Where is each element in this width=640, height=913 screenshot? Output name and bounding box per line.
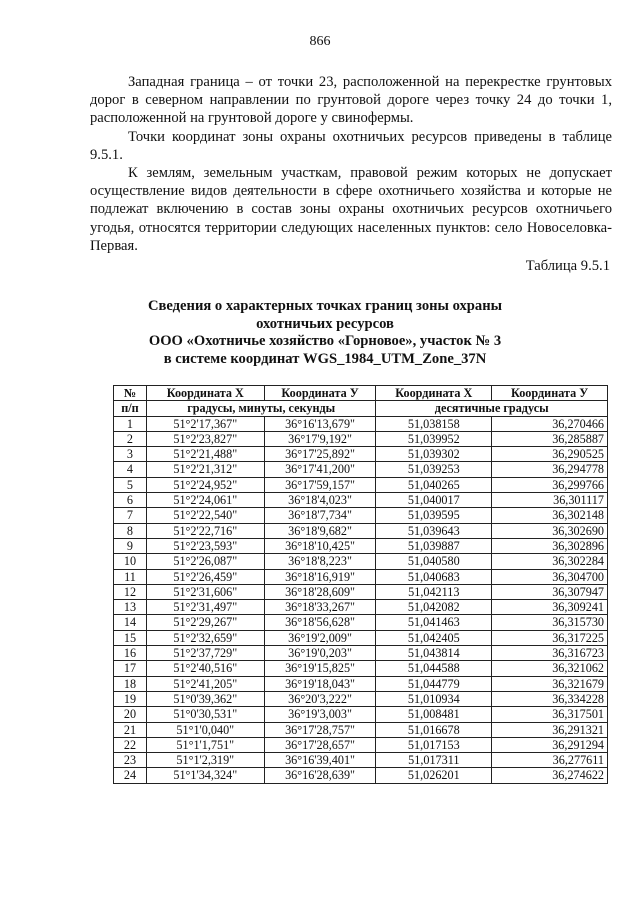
cell-coord-y-dms: 36°19'2,009" (264, 630, 376, 645)
cell-coord-y-decimal: 36,274622 (492, 768, 608, 783)
cell-coord-x-decimal: 51,016678 (376, 722, 492, 737)
cell-coord-y-decimal: 36,315730 (492, 615, 608, 630)
cell-coord-y-decimal: 36,294778 (492, 462, 608, 477)
cell-coord-x-decimal: 51,039595 (376, 508, 492, 523)
cell-coord-x-decimal: 51,008481 (376, 707, 492, 722)
cell-number: 21 (114, 722, 147, 737)
table-row (114, 416, 608, 431)
header-coord-x-dms: Координата X (146, 386, 264, 401)
cell-coord-x-decimal: 51,041463 (376, 615, 492, 630)
cell-number: 9 (114, 538, 147, 553)
cell-coord-y-dms: 36°18'33,267" (264, 600, 376, 615)
cell-coord-y-dms: 36°17'9,192" (264, 431, 376, 446)
cell-coord-x-decimal: 51,042405 (376, 630, 492, 645)
cell-number: 15 (114, 630, 147, 645)
cell-coord-x-decimal: 51,010934 (376, 691, 492, 706)
header-coord-x-decimal: Координата X (376, 386, 492, 401)
title-line-3: ООО «Охотничье хозяйство «Горновое», участок № 3 (148, 333, 502, 349)
cell-coord-y-dms: 36°19'0,203" (264, 646, 376, 661)
cell-coord-x-decimal: 51,042113 (376, 584, 492, 599)
cell-coord-x-decimal: 51,040265 (376, 477, 492, 492)
cell-number: 2 (114, 431, 147, 446)
cell-number: 12 (114, 584, 147, 599)
table-label: Таблица 9.5.1 (525, 258, 610, 274)
cell-number: 14 (114, 615, 147, 630)
cell-coord-x-dms: 51°2'21,312" (146, 462, 264, 477)
cell-coord-x-decimal: 51,039302 (376, 447, 492, 462)
table-row (114, 600, 608, 615)
cell-coord-y-dms: 36°17'28,757" (264, 722, 376, 737)
cell-number: 11 (114, 569, 147, 584)
cell-coord-x-dms: 51°2'22,540" (146, 508, 264, 523)
cell-coord-x-dms: 51°0'39,362" (146, 691, 264, 706)
table-row (114, 615, 608, 630)
cell-number: 23 (114, 753, 147, 768)
cell-coord-y-dms: 36°17'28,657" (264, 737, 376, 752)
title-line-2: охотничьих ресурсов (256, 315, 394, 332)
cell-coord-y-dms: 36°19'15,825" (264, 661, 376, 676)
cell-coord-x-dms: 51°2'23,593" (146, 538, 264, 553)
cell-coord-y-dms: 36°16'28,639" (264, 768, 376, 783)
cell-coord-y-decimal: 36,321679 (492, 676, 608, 691)
subheader-pp: п/п (114, 401, 147, 416)
cell-coord-y-decimal: 36,321062 (492, 661, 608, 676)
cell-coord-y-decimal: 36,302896 (492, 538, 608, 553)
cell-number: 1 (114, 416, 147, 431)
cell-coord-x-dms: 51°2'37,729" (146, 646, 264, 661)
page-number: 866 (309, 34, 331, 49)
cell-coord-x-dms: 51°2'26,459" (146, 569, 264, 584)
table-row (114, 493, 608, 508)
coordinates-table (113, 385, 608, 784)
subheader-decimal-units: десятичные градусы (376, 401, 608, 416)
cell-number: 20 (114, 707, 147, 722)
cell-coord-y-decimal: 36,309241 (492, 600, 608, 615)
table-row (114, 477, 608, 492)
cell-coord-x-decimal: 51,038158 (376, 416, 492, 431)
cell-number: 13 (114, 600, 147, 615)
cell-coord-y-dms: 36°16'13,679" (264, 416, 376, 431)
cell-coord-x-dms: 51°1'34,324" (146, 768, 264, 783)
cell-coord-y-dms: 36°18'9,682" (264, 523, 376, 538)
cell-coord-x-dms: 51°2'31,497" (146, 600, 264, 615)
cell-coord-x-dms: 51°2'17,367" (146, 416, 264, 431)
table-header-row (114, 386, 608, 401)
table-row (114, 554, 608, 569)
table-row (114, 447, 608, 462)
cell-number: 22 (114, 737, 147, 752)
table-row (114, 630, 608, 645)
cell-number: 8 (114, 523, 147, 538)
paragraph-restricted-lands: К землям, земельным участкам, правовой режим которых не допускает осуществление видов деятельности в сфере охотничьего хозяйства и которые не подлежат включению в состав зоны охраны охотничьих ресурсов охотничьего угодья, относятся территории следующих населенных пунктов: село Новоселовка-Первая. (90, 165, 612, 254)
cell-coord-x-dms: 51°2'32,659" (146, 630, 264, 645)
header-number: № (114, 386, 147, 401)
cell-coord-x-decimal: 51,026201 (376, 768, 492, 783)
cell-coord-y-dms: 36°19'3,003" (264, 707, 376, 722)
cell-coord-y-dms: 36°17'59,157" (264, 477, 376, 492)
cell-coord-y-dms: 36°18'8,223" (264, 554, 376, 569)
title-line-4: в системе координат WGS_1984_UTM_Zone_37N (163, 350, 487, 367)
cell-coord-x-decimal: 51,017153 (376, 737, 492, 752)
cell-coord-y-decimal: 36,334228 (492, 691, 608, 706)
cell-coord-x-decimal: 51,017311 (376, 753, 492, 768)
cell-coord-y-dms: 36°17'41,200" (264, 462, 376, 477)
cell-coord-x-dms: 51°1'2,319" (146, 753, 264, 768)
cell-coord-x-dms: 51°2'21,488" (146, 447, 264, 462)
cell-coord-y-decimal: 36,304700 (492, 569, 608, 584)
cell-coord-x-dms: 51°2'26,087" (146, 554, 264, 569)
cell-coord-x-dms: 51°2'24,952" (146, 477, 264, 492)
cell-coord-y-decimal: 36,291321 (492, 722, 608, 737)
table-row (114, 737, 608, 752)
cell-coord-x-decimal: 51,039952 (376, 431, 492, 446)
subheader-dms-units: градусы, минуты, секунды (146, 401, 376, 416)
cell-coord-y-dms: 36°16'39,401" (264, 753, 376, 768)
cell-number: 18 (114, 676, 147, 691)
cell-coord-y-dms: 36°20'3,222" (264, 691, 376, 706)
header-coord-y-decimal: Координата У (492, 386, 608, 401)
cell-coord-x-dms: 51°2'31,606" (146, 584, 264, 599)
table-row (114, 462, 608, 477)
cell-coord-x-dms: 51°2'23,827" (146, 431, 264, 446)
table-row (114, 722, 608, 737)
cell-coord-y-dms: 36°18'16,919" (264, 569, 376, 584)
cell-coord-y-dms: 36°18'10,425" (264, 538, 376, 553)
cell-coord-x-decimal: 51,039253 (376, 462, 492, 477)
cell-coord-x-decimal: 51,040017 (376, 493, 492, 508)
table-title (90, 298, 560, 368)
table-row (114, 584, 608, 599)
cell-coord-x-decimal: 51,040683 (376, 569, 492, 584)
cell-coord-y-decimal: 36,302148 (492, 508, 608, 523)
cell-coord-y-decimal: 36,302690 (492, 523, 608, 538)
cell-number: 17 (114, 661, 147, 676)
cell-coord-y-dms: 36°18'56,628" (264, 615, 376, 630)
cell-coord-y-dms: 36°19'18,043" (264, 676, 376, 691)
table-row (114, 523, 608, 538)
cell-number: 7 (114, 508, 147, 523)
cell-number: 24 (114, 768, 147, 783)
cell-coord-x-dms: 51°1'1,751" (146, 737, 264, 752)
cell-coord-x-dms: 51°2'41,205" (146, 676, 264, 691)
cell-coord-x-decimal: 51,044588 (376, 661, 492, 676)
cell-coord-x-dms: 51°2'24,061" (146, 493, 264, 508)
table-row (114, 538, 608, 553)
table-subheader-row (114, 401, 608, 416)
cell-coord-x-decimal: 51,039887 (376, 538, 492, 553)
table-row (114, 569, 608, 584)
table-row (114, 676, 608, 691)
cell-coord-y-dms: 36°18'28,609" (264, 584, 376, 599)
cell-coord-y-decimal: 36,317501 (492, 707, 608, 722)
cell-coord-y-decimal: 36,307947 (492, 584, 608, 599)
cell-coord-y-decimal: 36,270466 (492, 416, 608, 431)
cell-number: 10 (114, 554, 147, 569)
cell-coord-y-decimal: 36,277611 (492, 753, 608, 768)
cell-coord-y-dms: 36°17'25,892" (264, 447, 376, 462)
paragraph-coordinates-reference: Точки координат зоны охраны охотничьих ресурсов приведены в таблице 9.5.1. (90, 129, 612, 164)
cell-coord-y-decimal: 36,301117 (492, 493, 608, 508)
cell-coord-y-decimal: 36,316723 (492, 646, 608, 661)
cell-coord-x-dms: 51°2'29,267" (146, 615, 264, 630)
cell-coord-x-dms: 51°2'40,516" (146, 661, 264, 676)
title-line-1: Сведения о характерных точках границ зоны охраны (147, 298, 503, 314)
cell-coord-y-decimal: 36,285887 (492, 431, 608, 446)
cell-coord-x-dms: 51°0'30,531" (146, 707, 264, 722)
table-row (114, 691, 608, 706)
cell-number: 6 (114, 493, 147, 508)
cell-number: 19 (114, 691, 147, 706)
cell-number: 4 (114, 462, 147, 477)
table-row (114, 661, 608, 676)
cell-number: 16 (114, 646, 147, 661)
table-row (114, 753, 608, 768)
cell-coord-x-dms: 51°1'0,040" (146, 722, 264, 737)
cell-coord-y-dms: 36°18'7,734" (264, 508, 376, 523)
paragraph-west-boundary: Западная граница – от точки 23, расположенной на перекрестке грунтовых дорог в северном направлении по грунтовой дороге через точку 24 до точки 1, расположенной на грунтовой дороге у свинофермы. (90, 74, 612, 127)
cell-coord-x-dms: 51°2'22,716" (146, 523, 264, 538)
cell-coord-x-decimal: 51,040580 (376, 554, 492, 569)
table-row (114, 646, 608, 661)
table-row (114, 508, 608, 523)
cell-coord-y-decimal: 36,290525 (492, 447, 608, 462)
cell-number: 3 (114, 447, 147, 462)
cell-coord-x-decimal: 51,042082 (376, 600, 492, 615)
table-row (114, 431, 608, 446)
cell-coord-x-decimal: 51,043814 (376, 646, 492, 661)
cell-coord-y-dms: 36°18'4,023" (264, 493, 376, 508)
cell-number: 5 (114, 477, 147, 492)
table-row (114, 707, 608, 722)
table-body (114, 416, 608, 783)
cell-coord-y-decimal: 36,291294 (492, 737, 608, 752)
header-coord-y-dms: Координата У (264, 386, 376, 401)
cell-coord-y-decimal: 36,317225 (492, 630, 608, 645)
cell-coord-x-decimal: 51,044779 (376, 676, 492, 691)
cell-coord-y-decimal: 36,299766 (492, 477, 608, 492)
cell-coord-y-decimal: 36,302284 (492, 554, 608, 569)
cell-coord-x-decimal: 51,039643 (376, 523, 492, 538)
table-row (114, 768, 608, 783)
